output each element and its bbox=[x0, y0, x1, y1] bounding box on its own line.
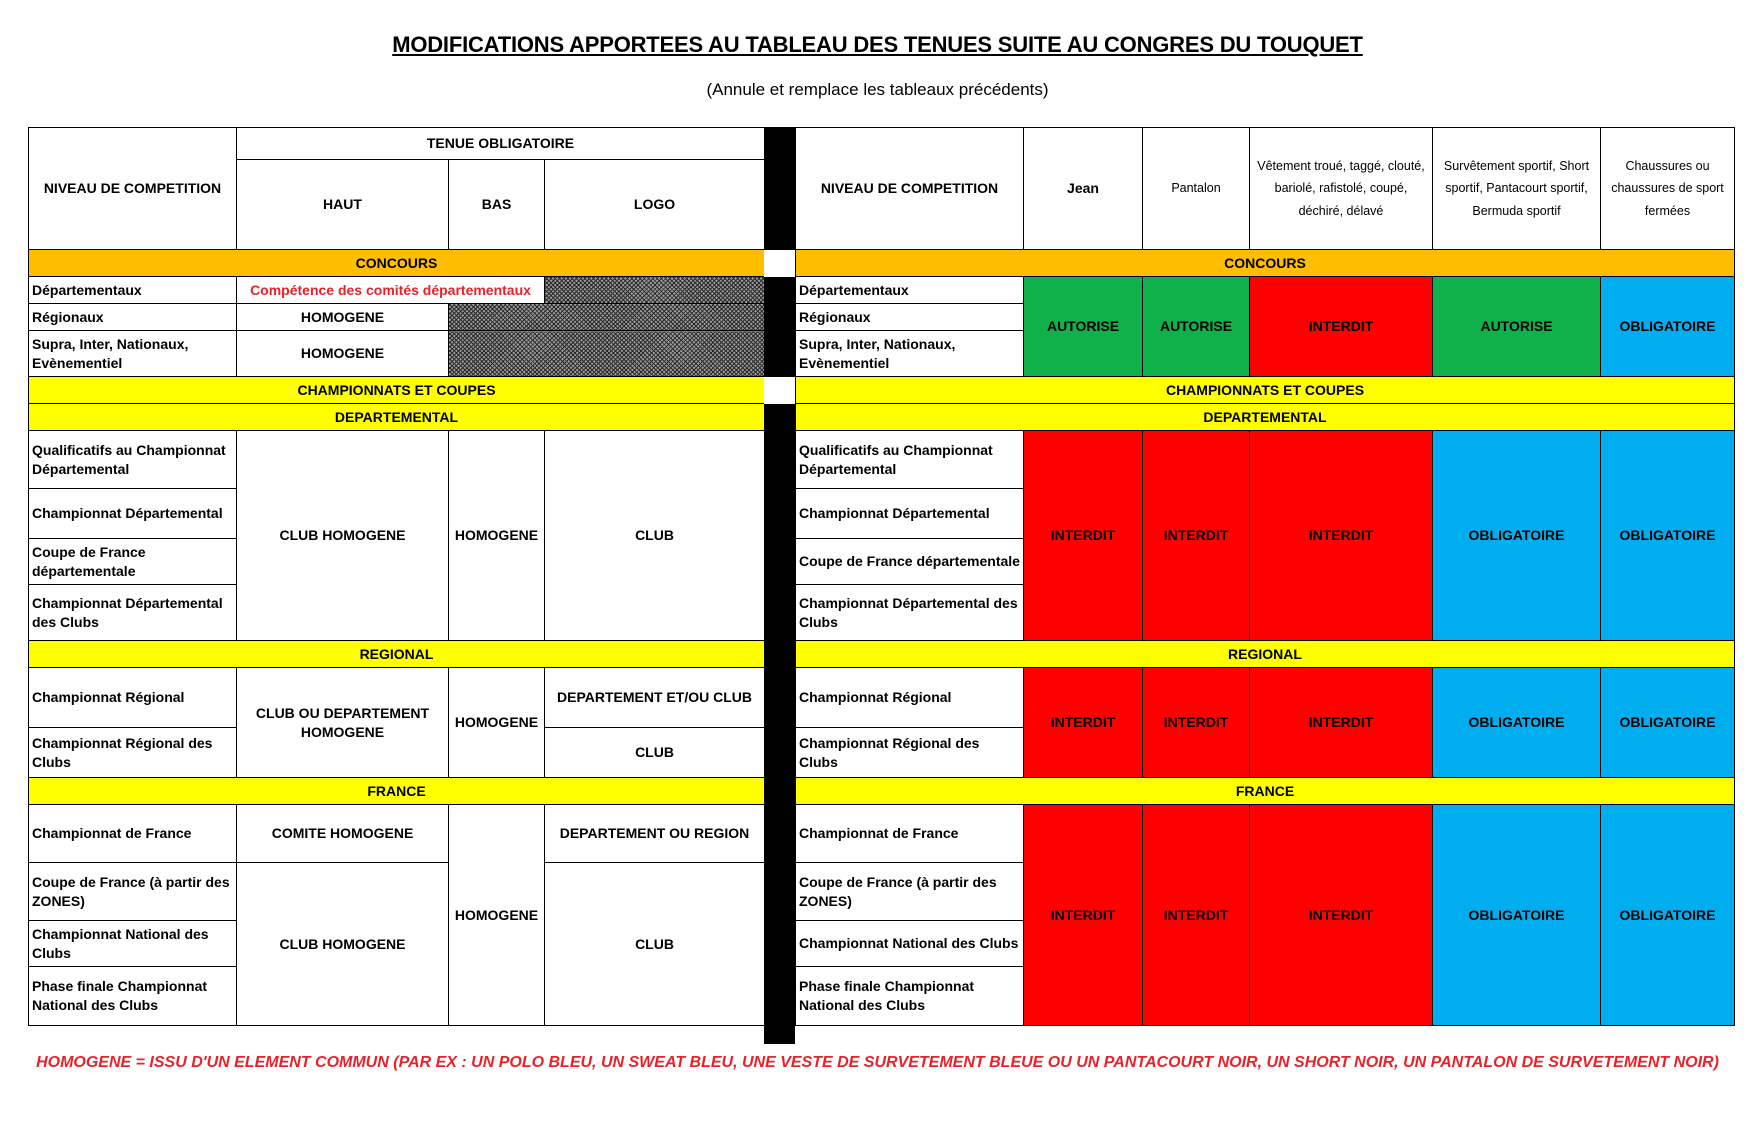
row-label: Coupe de France départementale bbox=[29, 539, 237, 585]
departemental-vetement: INTERDIT bbox=[1250, 431, 1433, 641]
row-regionaux: Régionaux bbox=[29, 304, 237, 331]
row-label: Qualificatifs au Championnat Départemental bbox=[796, 431, 1024, 489]
document-title: MODIFICATIONS APPORTEES AU TABLEAU DES TENUES SUITE AU CONGRES DU TOUQUET bbox=[392, 32, 1363, 57]
tenue-regles-table bbox=[795, 127, 1735, 1026]
section-concours: CONCOURS bbox=[796, 250, 1735, 277]
row-label: Championnat Départemental des Clubs bbox=[796, 585, 1024, 641]
row-label: Phase finale Championnat National des Clubs bbox=[29, 967, 237, 1026]
header-jean: Jean bbox=[1024, 128, 1143, 250]
hatched-cell bbox=[449, 331, 765, 377]
regional-logo-1: DEPARTEMENT ET/OU CLUB bbox=[545, 668, 765, 728]
section-france: FRANCE bbox=[796, 778, 1735, 805]
header-haut: HAUT bbox=[237, 160, 449, 250]
france-logo-1: DEPARTEMENT OU REGION bbox=[545, 805, 765, 863]
section-departemental: DEPARTEMENTAL bbox=[29, 404, 765, 431]
row-label: Championnat Régional des Clubs bbox=[796, 728, 1024, 778]
row-label: Départementaux bbox=[796, 277, 1024, 304]
competence-note: Compétence des comités départementaux bbox=[237, 277, 545, 304]
section-departemental: DEPARTEMENTAL bbox=[796, 404, 1735, 431]
row-label: Coupe de France (à partir des ZONES) bbox=[796, 863, 1024, 921]
hatched-cell bbox=[449, 304, 765, 331]
concours-pantalon: AUTORISE bbox=[1143, 277, 1250, 377]
france-haut-1: COMITE HOMOGENE bbox=[237, 805, 449, 863]
regional-jean: INTERDIT bbox=[1024, 668, 1143, 778]
row-label: Championnat de France bbox=[29, 805, 237, 863]
departemental-pantalon: INTERDIT bbox=[1143, 431, 1250, 641]
row-label: Championnat Régional bbox=[29, 668, 237, 728]
header-tenue-obligatoire: TENUE OBLIGATOIRE bbox=[237, 128, 765, 160]
row-label: Championnat de France bbox=[796, 805, 1024, 863]
header-vetement: Vêtement troué, taggé, clouté, bariolé, rafistolé, coupé, déchiré, délavé bbox=[1250, 128, 1433, 250]
departemental-haut: CLUB HOMOGENE bbox=[237, 431, 449, 641]
header-niveau: NIVEAU DE COMPETITION bbox=[29, 128, 237, 250]
regionaux-haut: HOMOGENE bbox=[237, 304, 449, 331]
section-france: FRANCE bbox=[29, 778, 765, 805]
document-subtitle: (Annule et remplace les tableaux précédents) bbox=[706, 80, 1049, 99]
row-label: Championnat Départemental bbox=[29, 489, 237, 539]
header-bas: BAS bbox=[449, 160, 545, 250]
departemental-logo: CLUB bbox=[545, 431, 765, 641]
section-championnats: CHAMPIONNATS ET COUPES bbox=[29, 377, 765, 404]
france-vetement: INTERDIT bbox=[1250, 805, 1433, 1026]
row-label: Championnat Départemental des Clubs bbox=[29, 585, 237, 641]
header-logo: LOGO bbox=[545, 160, 765, 250]
section-concours: CONCOURS bbox=[29, 250, 765, 277]
regional-vetement: INTERDIT bbox=[1250, 668, 1433, 778]
header-survetement: Survêtement sportif, Short sportif, Pantacourt sportif, Bermuda sportif bbox=[1433, 128, 1601, 250]
france-haut-2: CLUB HOMOGENE bbox=[237, 863, 449, 1026]
concours-jean: AUTORISE bbox=[1024, 277, 1143, 377]
france-jean: INTERDIT bbox=[1024, 805, 1143, 1026]
section-regional: REGIONAL bbox=[29, 641, 765, 668]
france-pantalon: INTERDIT bbox=[1143, 805, 1250, 1026]
header-niveau: NIVEAU DE COMPETITION bbox=[796, 128, 1024, 250]
section-championnats: CHAMPIONNATS ET COUPES bbox=[796, 377, 1735, 404]
tenue-obligatoire-table bbox=[28, 127, 765, 1026]
regional-survetement: OBLIGATOIRE bbox=[1433, 668, 1601, 778]
concours-survetement: AUTORISE bbox=[1433, 277, 1601, 377]
row-label: Régionaux bbox=[796, 304, 1024, 331]
row-label: Coupe de France départementale bbox=[796, 539, 1024, 585]
supra-haut: HOMOGENE bbox=[237, 331, 449, 377]
row-label: Championnat National des Clubs bbox=[796, 921, 1024, 967]
france-logo-2: CLUB bbox=[545, 863, 765, 1026]
regional-pantalon: INTERDIT bbox=[1143, 668, 1250, 778]
row-label: Coupe de France (à partir des ZONES) bbox=[29, 863, 237, 921]
hatched-cell bbox=[545, 277, 765, 304]
row-label: Phase finale Championnat National des Clubs bbox=[796, 967, 1024, 1026]
row-label: Championnat Départemental bbox=[796, 489, 1024, 539]
france-bas: HOMOGENE bbox=[449, 805, 545, 1026]
departemental-jean: INTERDIT bbox=[1024, 431, 1143, 641]
row-label: Championnat Régional des Clubs bbox=[29, 728, 237, 778]
departemental-bas: HOMOGENE bbox=[449, 431, 545, 641]
france-survetement: OBLIGATOIRE bbox=[1433, 805, 1601, 1026]
separator-gap bbox=[764, 250, 795, 277]
departemental-survetement: OBLIGATOIRE bbox=[1433, 431, 1601, 641]
homogene-definition-note: HOMOGENE = ISSU D'UN ELEMENT COMMUN (PAR EX : UN POLO BLEU, UN SWEAT BLEU, UNE VESTE DE SURVETEMENT BLEUE OU UN PANTACOURT NOIR, UN SHORT NOIR, UN PANTALON DE SURVETEMENT NOIR) bbox=[36, 1054, 1719, 1071]
row-label: Supra, Inter, Nationaux, Evènementiel bbox=[796, 331, 1024, 377]
concours-chaussures: OBLIGATOIRE bbox=[1601, 277, 1735, 377]
row-supra: Supra, Inter, Nationaux, Evènementiel bbox=[29, 331, 237, 377]
regional-logo-2: CLUB bbox=[545, 728, 765, 778]
row-label: Qualificatifs au Championnat Départemental bbox=[29, 431, 237, 489]
regional-chaussures: OBLIGATOIRE bbox=[1601, 668, 1735, 778]
row-label: Championnat Régional bbox=[796, 668, 1024, 728]
regional-bas: HOMOGENE bbox=[449, 668, 545, 778]
row-label: Championnat National des Clubs bbox=[29, 921, 237, 967]
concours-vetement: INTERDIT bbox=[1250, 277, 1433, 377]
separator-gap bbox=[764, 377, 795, 404]
row-departementaux: Départementaux bbox=[29, 277, 237, 304]
header-chaussures: Chaussures ou chaussures de sport fermées bbox=[1601, 128, 1735, 250]
regional-haut: CLUB OU DEPARTEMENT HOMOGENE bbox=[237, 668, 449, 778]
france-chaussures: OBLIGATOIRE bbox=[1601, 805, 1735, 1026]
header-pantalon: Pantalon bbox=[1143, 128, 1250, 250]
section-regional: REGIONAL bbox=[796, 641, 1735, 668]
departemental-chaussures: OBLIGATOIRE bbox=[1601, 431, 1735, 641]
